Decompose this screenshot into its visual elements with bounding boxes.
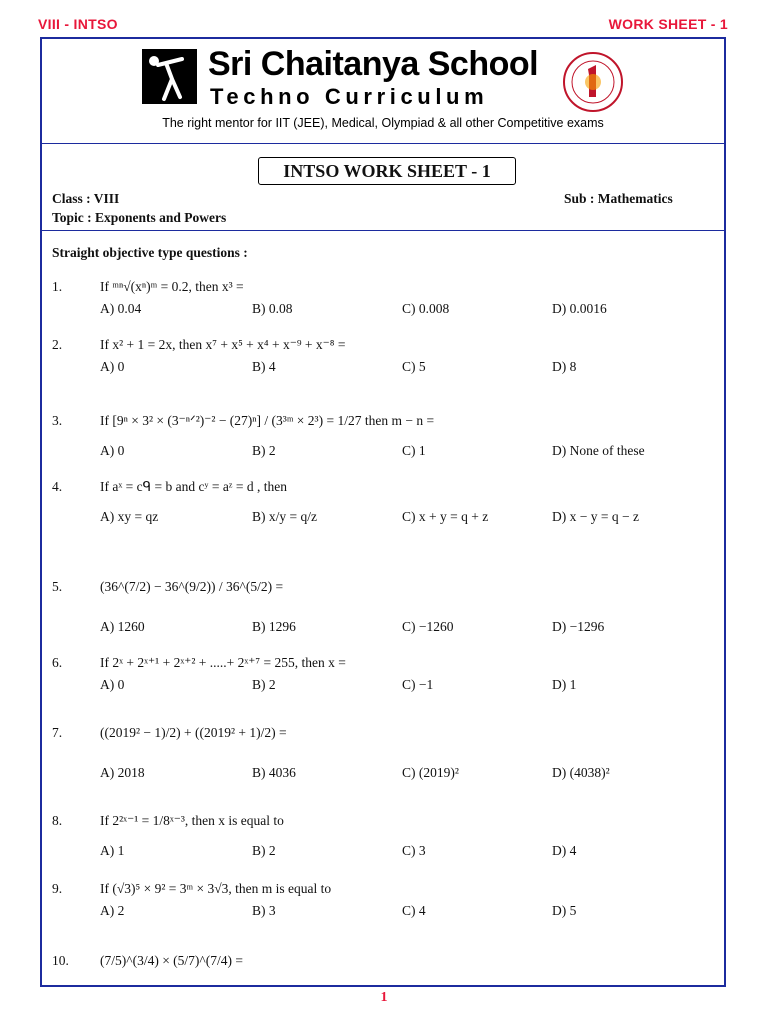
option-b: B) 4036 bbox=[252, 765, 296, 780]
question-stem: ((2019² − 1)/2) + ((2019² + 1)/2) = bbox=[100, 725, 287, 740]
option-b: B) 0.08 bbox=[252, 301, 293, 316]
question-number: 6. bbox=[52, 655, 63, 670]
option-d: D) 4 bbox=[552, 843, 577, 858]
option-d: D) x − y = q − z bbox=[552, 509, 639, 524]
no1-seal-icon bbox=[562, 51, 624, 113]
question-stem: If aˣ = cᑫ = b and cʸ = aᶻ = d , then bbox=[100, 479, 287, 494]
topic-label: Topic : Exponents and Powers bbox=[52, 210, 227, 225]
info-divider bbox=[42, 230, 724, 231]
option-d: D) None of these bbox=[552, 443, 645, 458]
header-divider bbox=[42, 143, 724, 144]
option-d: D) 0.0016 bbox=[552, 301, 607, 316]
question-number: 7. bbox=[52, 725, 63, 740]
question-stem: (36^(7/2) − 36^(9/2)) / 36^(5/2) = bbox=[100, 579, 284, 594]
question-stem: If x² + 1 = 2x, then x⁷ + x⁵ + x⁴ + x⁻⁹ + x⁻⁸ = bbox=[100, 337, 346, 352]
option-d: D) 1 bbox=[552, 677, 577, 692]
option-d: D) 5 bbox=[552, 903, 577, 918]
option-a: A) 0 bbox=[100, 359, 125, 374]
header-class-label: VIII - INTSO bbox=[38, 16, 118, 32]
option-b: B) 2 bbox=[252, 677, 276, 692]
option-d: D) 8 bbox=[552, 359, 577, 374]
brand-subtitle: Techno Curriculum bbox=[210, 84, 489, 109]
option-a: A) 2018 bbox=[100, 765, 145, 780]
option-b: B) 2 bbox=[252, 443, 276, 458]
option-b: B) x/y = q/z bbox=[252, 509, 317, 524]
option-c: C) 1 bbox=[402, 443, 426, 458]
option-d: D) (4038)² bbox=[552, 765, 610, 780]
question-stem: (7/5)^(3/4) × (5/7)^(7/4) = bbox=[100, 953, 243, 968]
question-stem: If (√3)⁵ × 9² = 3ᵐ × 3√3, then m is equal to bbox=[100, 881, 332, 896]
option-b: B) 3 bbox=[252, 903, 276, 918]
option-c: C) −1260 bbox=[402, 619, 454, 634]
header-worksheet-label: WORK SHEET - 1 bbox=[608, 16, 728, 32]
option-c: C) 4 bbox=[402, 903, 426, 918]
option-c: C) 5 bbox=[402, 359, 426, 374]
school-logo-icon bbox=[142, 49, 197, 104]
subject-label: Sub : Mathematics bbox=[564, 191, 673, 206]
option-a: A) 2 bbox=[100, 903, 125, 918]
option-c: C) (2019)² bbox=[402, 765, 459, 780]
brand-name: Sri Chaitanya School bbox=[208, 45, 539, 83]
option-c: C) 0.008 bbox=[402, 301, 450, 316]
question-number: 2. bbox=[52, 337, 63, 352]
option-a: A) 1 bbox=[100, 843, 125, 858]
tagline: The right mentor for IIT (JEE), Medical, Olympiad & all other Competitive exams bbox=[162, 116, 604, 130]
question-number: 9. bbox=[52, 881, 63, 896]
question-stem: If [9ⁿ × 3² × (3⁻ⁿᐟ²)⁻² − (27)ⁿ] / (3³ᵐ × 2³) = 1/27 then m − n = bbox=[100, 413, 435, 428]
question-stem: If 2²ˣ⁻¹ = 1/8ˣ⁻³, then x is equal to bbox=[100, 813, 284, 828]
class-label: Class : VIII bbox=[52, 191, 120, 206]
option-a: A) 0 bbox=[100, 443, 125, 458]
option-b: B) 4 bbox=[252, 359, 276, 374]
option-c: C) −1 bbox=[402, 677, 434, 692]
option-a: A) 0 bbox=[100, 677, 125, 692]
question-stem: If ᵐⁿ√(xⁿ)ᵐ = 0.2, then x³ = bbox=[100, 279, 244, 294]
option-a: A) 1260 bbox=[100, 619, 145, 634]
question-number: 10. bbox=[52, 953, 69, 968]
page-number: 1 bbox=[380, 990, 388, 1005]
option-c: C) 3 bbox=[402, 843, 426, 858]
option-b: B) 1296 bbox=[252, 619, 296, 634]
option-b: B) 2 bbox=[252, 843, 276, 858]
question-number: 1. bbox=[52, 279, 63, 294]
question-number: 8. bbox=[52, 813, 63, 828]
question-number: 5. bbox=[52, 579, 63, 594]
option-c: C) x + y = q + z bbox=[402, 509, 489, 524]
question-stem: If 2ˣ + 2ˣ⁺¹ + 2ˣ⁺² + .....+ 2ˣ⁺⁷ = 255, then x = bbox=[100, 655, 346, 670]
page-frame bbox=[40, 37, 726, 987]
section-title: Straight objective type questions : bbox=[52, 245, 248, 260]
option-a: A) xy = qz bbox=[100, 509, 159, 524]
option-d: D) −1296 bbox=[552, 619, 605, 634]
option-a: A) 0.04 bbox=[100, 301, 142, 316]
worksheet-title: INTSO WORK SHEET - 1 bbox=[258, 157, 516, 185]
question-number: 3. bbox=[52, 413, 63, 428]
question-number: 4. bbox=[52, 479, 63, 494]
